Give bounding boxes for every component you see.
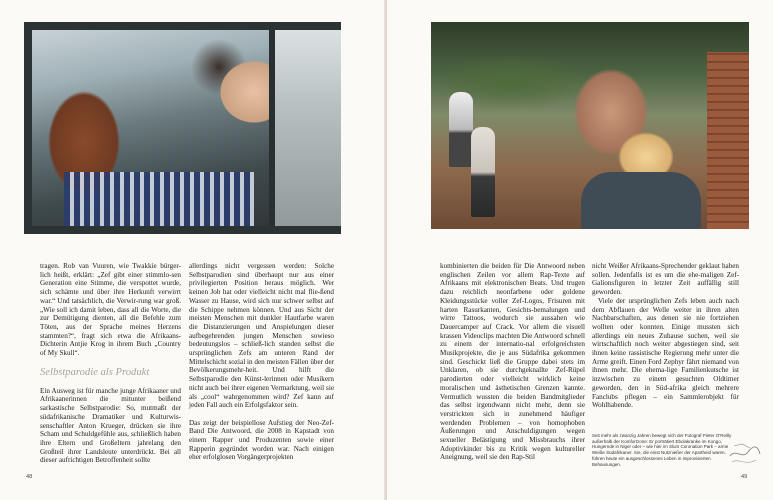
photo-woman-in-car — [24, 22, 341, 234]
photo-caption: Seit mehr als zwanzig Jahren bewegt sich der Fotograf Pieter O’Reilly außerhalb der Komfortzone: Er porträtiert Ebolakranke im Kongo, Hungernde in Niger oder – wie hier im Slum Coronation Park – arme Weiße Südafrikaner. Sie, die einst Nutznießer der Apartheid waren, führen heute ein ausgeschlossenes Leben in improvisierten Behausungen. — [592, 433, 732, 467]
photo-boys-in-slum — [431, 22, 749, 229]
paragraph: tragen. Rob van Vuuren, wie Twakkie bürger-lich heißt, erklärt: „Zef gibt einer stimmlo-sen Generation eine Stimme, die verspottet wurde, sich schämte und über ihre Herkunft verwirrt war.“ Und tatsächlich, die Verwir-rung war groß. „Wie soll ich damit leben, dass all die Worte, die zur Demütigung dienten, all die Befehle zum Töten, aus der Sprache meines Herzens stammten?“, fragt sich etwa die Afrikaans-Dichterin Antjie Krog in ihrem Buch „Country of My Skull“. — [40, 262, 181, 358]
paragraph: allerdings nicht vergessen werden: Solche Selbstparodien sind überhaupt nur aus einer privilegierten Position heraus möglich. Wer keinen Job hat oder vielleicht nicht mal flie-ßend Wasser zu Hause, wird sich nur schwer selbst auf die Schippe nehmen können. Und aus Sicht der meisten Menschen mit dunkler Hautfarbe waren die Distanzierungen und Anspielungen dieser aufbegehrenden jungen Menschen sowieso bedeutungslos – schließ-lich standen selbst die ursprünglichen Zefs am unteren Rand der Mittelschicht sozial in den meisten Fällen über der Bevölkerungsmehr-heit. Und hilft die Selbstparodie den Künst-lerinnen oder Musikern nicht auch bei ihrer eigenen Vermarktung, weil sie als „cool“ wahrgenommen wird? Zef kann auf jeden Fall auch ein Erfolgsfaktor sein. — [189, 262, 334, 410]
page-number: 48 — [26, 474, 33, 480]
paragraph: Viele der ursprünglichen Zefs leben auch nach dem Abflauen der Welle weiter in ihren alten Nachbarschaften, aus denen sie nie fortziehen wollten oder konnten. Einige mussten sich allerdings ein neues Zuhause suchen, weil sie wirtschaftlich noch weiter abgestiegen sind, seit ihnen keine rassistische Regierung mehr unter die Arme greift. Einen Ford Zephyr fährt niemand von ihnen mehr. Die ehema-lige Familienkutsche ist inzwischen zu einem gesuchten Oldtimer geworden, den in Süd-afrika gleich mehrere Fanclubs pflegen – ein Sammlerobjekt für Wohlhabende. — [592, 296, 739, 410]
paragraph: nicht Weißer Afrikaans-Sprechender geklaut haben sollen. Jedenfalls ist es um die ehe-maligen Zef-Galionsfiguren in letzter Zeit auffällig still geworden. — [592, 262, 739, 297]
text-column-4 — [592, 262, 739, 410]
text-column-2 — [189, 262, 334, 462]
section-subhead: Selbstparodie als Produkt — [40, 366, 150, 378]
left-page — [0, 0, 386, 500]
text-column-3 — [440, 262, 585, 462]
paragraph: Das zeigt der beispiellose Aufstieg der Neo-Zef-Band Die Antwoord, die 2008 in Kapstadt von einem Rapper und Produzenten sowie einer Rapperin gegründet worden war. Nach einigen eher erfolglosen Vorgängerprojekten — [189, 418, 334, 462]
paragraph: Ein Ausweg ist für manche junge Afrikaaner und Afrikaanerinnen die mitunter beißend sarkastische Selbstparodie: So, mutmaßt der südafrikanische Dramatiker und Kulturwis-senschaftler Anton Krueger, drücken sie ihre Scham und Schuldgefühle aus, schließlich haben ihre Eltern und Großeltern jahrelang den Großteil ihrer Landsleute unterdrückt. Bei all dieser aufrichtigen Betroffenheit sollte — [40, 386, 181, 465]
paragraph: kombinierten die beiden für Die Antwoord neben englischen Zeilen vor allem Rap-Texte auf Afrikaans mit elektronischen Beats. Und trugen dazu reichlich neonfarbene oder goldene Kleidungsstücke voller Zef-Logos, Frisuren mit harten Rasurkanten, Gesichts-bemalungen und wirre Tattoos, wodurch sie aussahen wie Dauercamper auf Crack. Vor allem die visuell krassen Videoclips machten Die Antwoord schnell zu einem der internatio-nal erfolgreichsten Musikprojekte, die je aus Südafrika gekommen sind. Geschickt ließ die Gruppe dabei stets im Unklaren, ob sie durchgeknallte Zef-Rüpel parodierten oder vielleicht wirklich keine moralischen und ästhetischen Grenzen kannte. Vermutlich wussten die beiden Bandmitglieder das selbst irgendwann nicht mehr, denn sie verstrickten sich in zunehmend häufiger werdenden Problemen – von homophoben Äußerungen und Anschuldigungen wegen sexueller Belästigung und Missbrauchs ihrer Adoptivkinder bis zu Kritik wegen kultureller Aneignung, weil sie den Rap-Stil — [440, 262, 585, 462]
page-number: 49 — [741, 474, 748, 480]
margin-sketch-icon — [728, 438, 762, 468]
text-column-1 — [40, 262, 181, 465]
